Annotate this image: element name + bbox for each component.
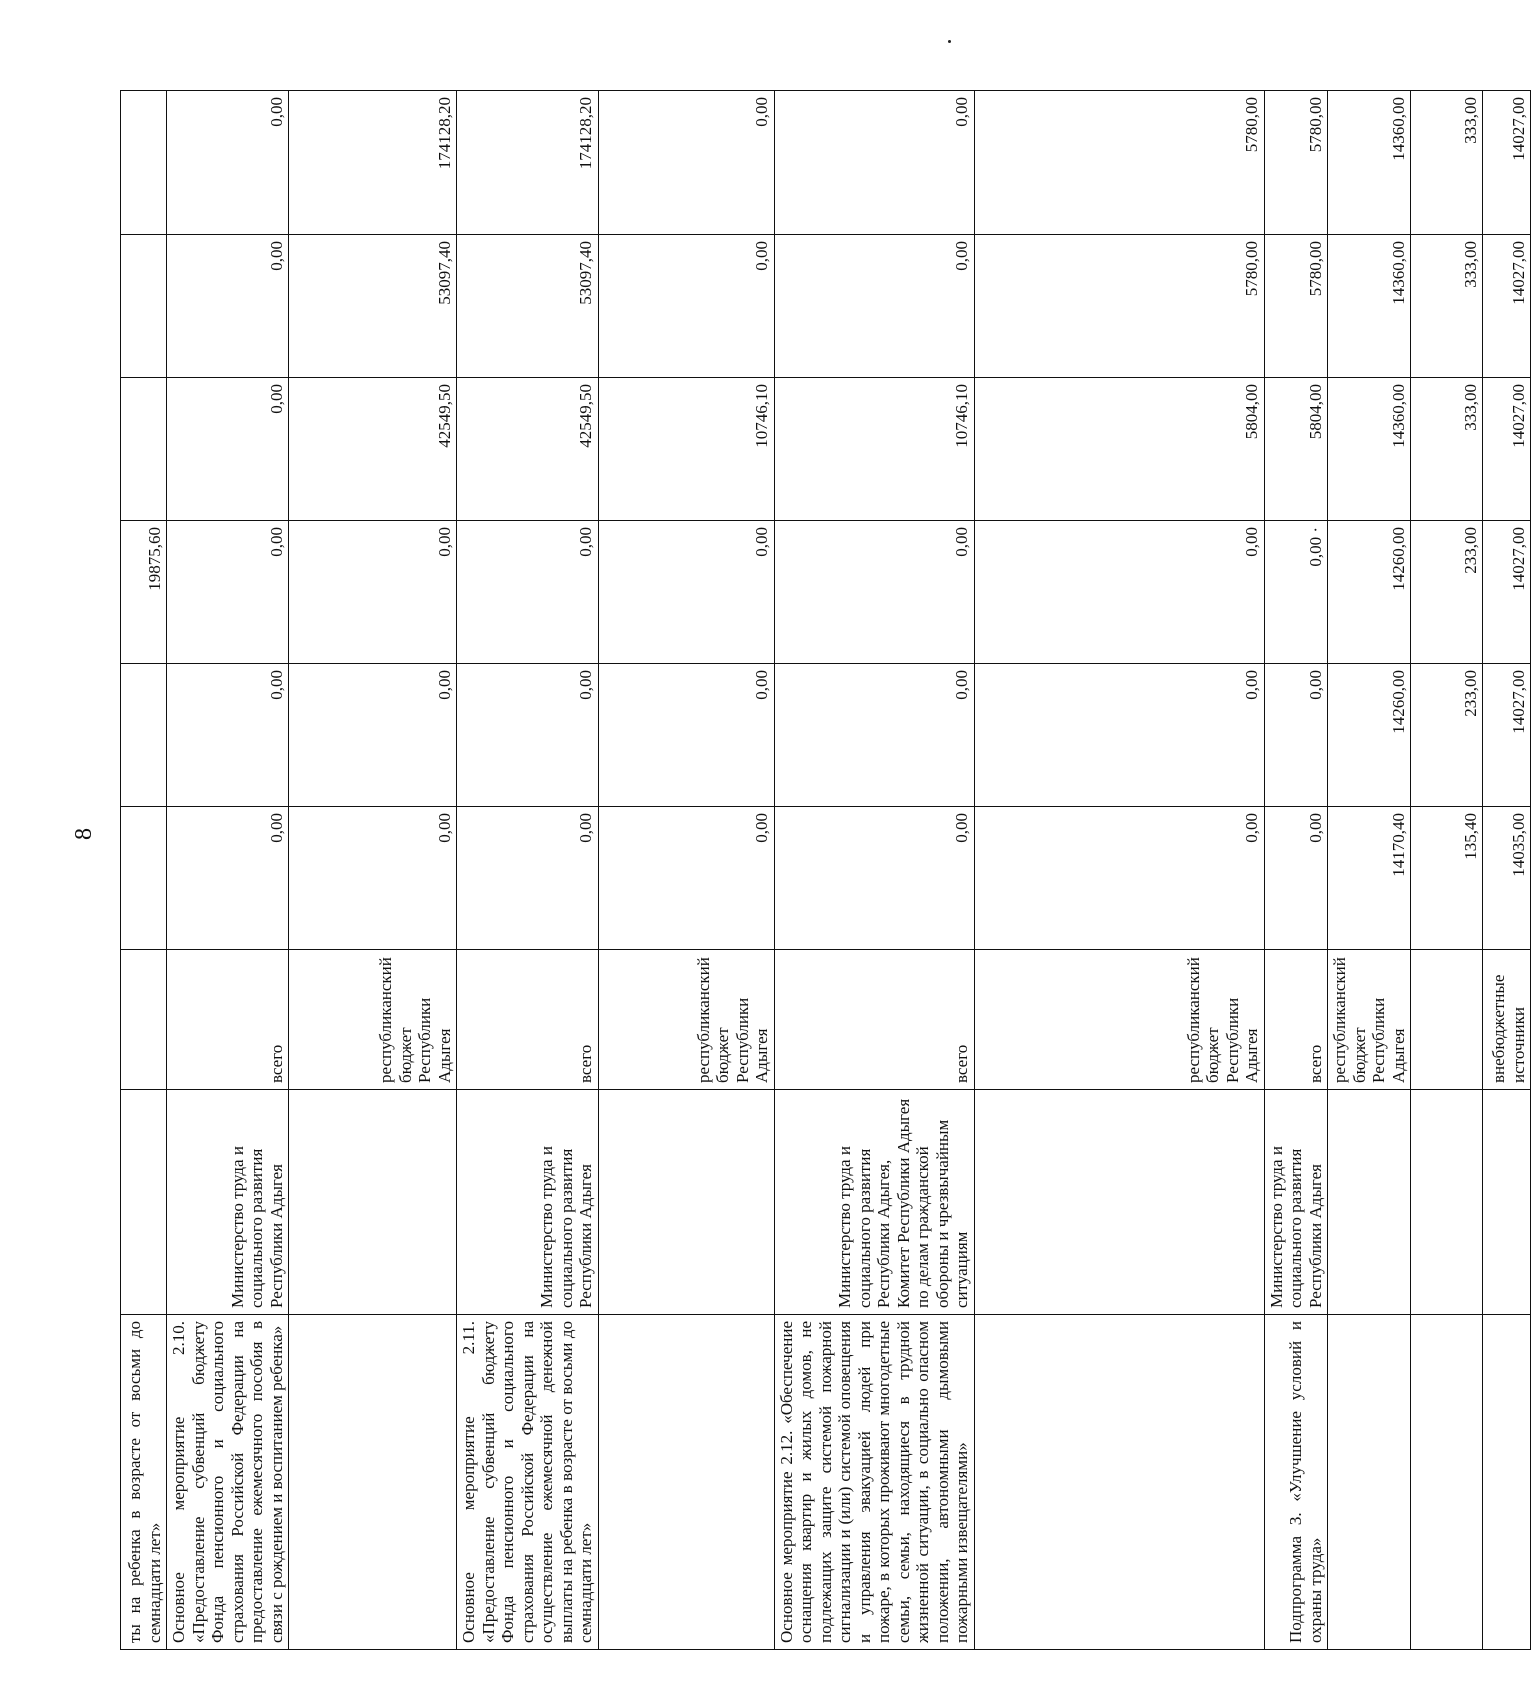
source-cell: республиканский бюджет Республики Адыгея xyxy=(598,950,774,1090)
executor-cell xyxy=(289,1090,457,1315)
table-row xyxy=(1328,91,1411,1650)
value-cell xyxy=(121,664,167,807)
value-cell: 53097,40 xyxy=(457,235,599,378)
value-cell: 14027,00 xyxy=(1483,378,1531,521)
executor-cell: Министерство труда и социального развития Республики Адыгея xyxy=(1264,1090,1328,1315)
program-cell xyxy=(974,1315,1264,1650)
table-row xyxy=(289,91,457,1650)
value-cell: 0,00 xyxy=(974,664,1264,807)
value-cell: 0,00 xyxy=(1264,807,1328,950)
table-row xyxy=(457,91,599,1650)
program-cell xyxy=(1483,1315,1531,1650)
program-cell xyxy=(1411,1315,1483,1650)
source-cell xyxy=(121,950,167,1090)
value-cell: 0,00 xyxy=(598,521,774,664)
executor-cell xyxy=(598,1090,774,1315)
budget-table xyxy=(120,90,1531,1650)
value-cell: 14027,00 xyxy=(1483,664,1531,807)
value-cell: 14360,00 xyxy=(1328,378,1411,521)
value-cell: 42549,50 xyxy=(289,378,457,521)
source-cell xyxy=(1411,950,1483,1090)
value-cell: 174128,20 xyxy=(289,91,457,235)
value-cell: 0,00 xyxy=(289,521,457,664)
value-cell: 10746,10 xyxy=(598,378,774,521)
executor-cell xyxy=(1411,1090,1483,1315)
value-cell: 0,00 · xyxy=(1264,521,1328,664)
value-cell xyxy=(121,807,167,950)
table-row xyxy=(774,91,974,1650)
value-cell: 0,00 xyxy=(457,521,599,664)
value-cell: 174128,20 xyxy=(457,91,599,235)
value-cell: 0,00 xyxy=(167,378,289,521)
value-cell: 42549,50 xyxy=(457,378,599,521)
value-cell: 0,00 xyxy=(774,807,974,950)
source-cell: республиканский бюджет Республики Адыгея xyxy=(974,950,1264,1090)
value-cell: 14170,40 xyxy=(1328,807,1411,950)
table-row xyxy=(1483,91,1531,1650)
value-cell: 0,00 xyxy=(457,807,599,950)
value-cell: 0,00 xyxy=(598,91,774,235)
value-cell: 0,00 xyxy=(774,235,974,378)
value-cell: 0,00 xyxy=(167,807,289,950)
value-cell: 0,00 xyxy=(774,521,974,664)
value-cell: 0,00 xyxy=(974,521,1264,664)
source-cell: всего xyxy=(167,950,289,1090)
executor-cell xyxy=(1483,1090,1531,1315)
page-number: 8 xyxy=(71,828,97,840)
value-cell: 14360,00 xyxy=(1328,91,1411,235)
value-cell: 5780,00 xyxy=(1264,235,1328,378)
executor-cell xyxy=(974,1090,1264,1315)
value-cell: 0,00 xyxy=(598,807,774,950)
program-cell xyxy=(289,1315,457,1650)
value-cell: 5804,00 xyxy=(974,378,1264,521)
value-cell: 0,00 xyxy=(289,664,457,807)
value-cell: 53097,40 xyxy=(289,235,457,378)
table-row xyxy=(121,91,167,1650)
executor-cell: Министерство труда и социального развития Республики Адыгея, Комитет Республики Адыгея по делам гражданской обороны и чрезвычайным ситуациям xyxy=(774,1090,974,1315)
source-cell: всего xyxy=(457,950,599,1090)
table-row xyxy=(167,91,289,1650)
value-cell: 0,00 xyxy=(167,235,289,378)
rotated-table-wrapper xyxy=(120,90,1528,1650)
value-cell: 14027,00 xyxy=(1483,521,1531,664)
value-cell: 5804,00 xyxy=(1264,378,1328,521)
program-cell: Основное мероприятие 2.12. «Обеспечение оснащения квартир и жилых домов, не подлежащих защите системой пожарной сигнализации и (или) системой оповещения и управления эвакуацией людей при пожаре, в которых проживают многодетные семьи, семьи, находящиеся в трудной жизненной ситуации, в социально опасном положении, автономными дымовыми пожарными извещателями» xyxy=(774,1315,974,1650)
value-cell: 0,00 xyxy=(1264,664,1328,807)
value-cell: 14035,00 xyxy=(1483,807,1531,950)
scan-speck xyxy=(948,40,951,43)
value-cell: 333,00 xyxy=(1411,378,1483,521)
program-cell xyxy=(598,1315,774,1650)
value-cell: 233,00 xyxy=(1411,664,1483,807)
table-row xyxy=(974,91,1264,1650)
executor-cell xyxy=(1328,1090,1411,1315)
value-cell: 0,00 xyxy=(457,664,599,807)
value-cell: 0,00 xyxy=(289,807,457,950)
value-cell: 0,00 xyxy=(167,521,289,664)
value-cell: 0,00 xyxy=(598,235,774,378)
executor-cell xyxy=(121,1090,167,1315)
value-cell: 5780,00 xyxy=(974,91,1264,235)
executor-cell: Министерство труда и социального развития Республики Адыгея xyxy=(167,1090,289,1315)
source-cell: республиканский бюджет Республики Адыгея xyxy=(1328,950,1411,1090)
program-cell: Основное мероприятие 2.11. «Предоставление субвенций бюджету Фонда пенсионного и социального страхования Российской Федерации на осуществление ежемесячной денежной выплаты на ребенка в возрасте от восьми до семнадцати лет» xyxy=(457,1315,599,1650)
value-cell: 0,00 xyxy=(974,807,1264,950)
value-cell: 19875,60 xyxy=(121,521,167,664)
table-row xyxy=(598,91,774,1650)
value-cell: 233,00 xyxy=(1411,521,1483,664)
source-cell: республиканский бюджет Республики Адыгея xyxy=(289,950,457,1090)
program-cell: ты на ребенка в возрасте от восьми до семнадцати лет» xyxy=(121,1315,167,1650)
source-cell: всего xyxy=(774,950,974,1090)
value-cell: 14260,00 xyxy=(1328,521,1411,664)
executor-cell: Министерство труда и социального развития Республики Адыгея xyxy=(457,1090,599,1315)
value-cell: 0,00 xyxy=(774,664,974,807)
table-row xyxy=(1264,91,1328,1650)
source-cell: внебюджетные источники xyxy=(1483,950,1531,1090)
program-cell: Подпрограмма 3. «Улучшение условий и охраны труда» xyxy=(1264,1315,1328,1650)
value-cell: 14360,00 xyxy=(1328,235,1411,378)
source-cell: всего xyxy=(1264,950,1328,1090)
value-cell: 14260,00 xyxy=(1328,664,1411,807)
value-cell: 0,00 xyxy=(774,91,974,235)
value-cell: 10746,10 xyxy=(774,378,974,521)
value-cell: 0,00 xyxy=(598,664,774,807)
table-row xyxy=(1411,91,1483,1650)
value-cell xyxy=(121,378,167,521)
value-cell: 0,00 xyxy=(167,664,289,807)
value-cell: 0,00 xyxy=(167,91,289,235)
value-cell: 14027,00 xyxy=(1483,235,1531,378)
value-cell xyxy=(121,91,167,235)
value-cell: 333,00 xyxy=(1411,91,1483,235)
value-cell: 5780,00 xyxy=(1264,91,1328,235)
value-cell: 5780,00 xyxy=(974,235,1264,378)
value-cell: 333,00 xyxy=(1411,235,1483,378)
value-cell xyxy=(121,235,167,378)
program-cell: Основное мероприятие 2.10. «Предоставление субвенций бюджету Фонда пенсионного и социального страхования Российской Федерации на предоставление ежемесячного пособия в связи с рождением и воспитанием ребенка» xyxy=(167,1315,289,1650)
program-cell xyxy=(1328,1315,1411,1650)
value-cell: 135,40 xyxy=(1411,807,1483,950)
value-cell: 14027,00 xyxy=(1483,91,1531,235)
